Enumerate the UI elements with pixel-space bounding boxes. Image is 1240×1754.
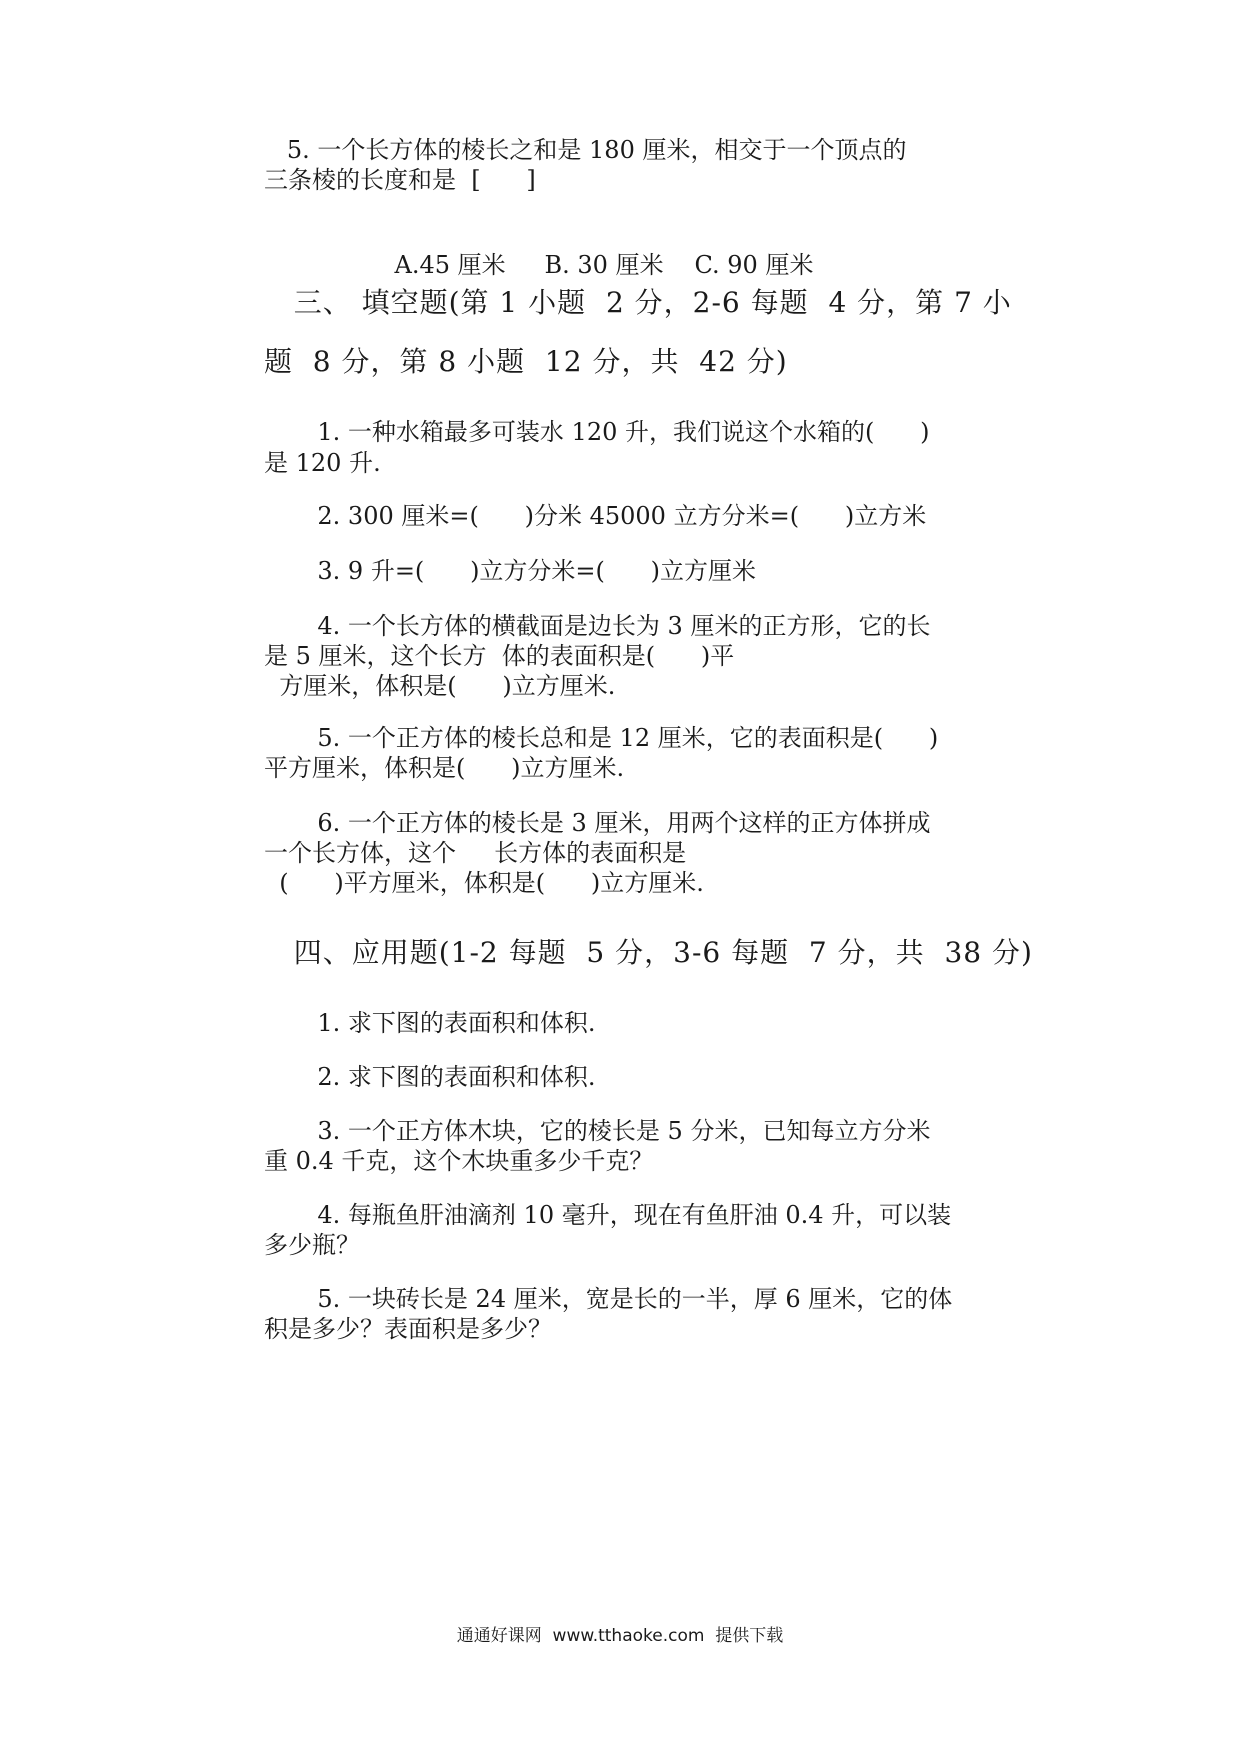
section3-heading-line1: 三、 填空题(第 1 小题 2 分，2-6 每题 4 分，第 7 小 bbox=[264, 286, 1012, 319]
s4-q3-line1: 3. 一个正方体木块，它的棱长是 5 分米，已知每立方分米 bbox=[264, 1117, 931, 1145]
s3-q6-line1: 6. 一个正方体的棱长是 3 厘米，用两个这样的正方体拼成 bbox=[264, 809, 931, 837]
s3-q1-line1: 1. 一种水箱最多可装水 120 升，我们说这个水箱的( ) bbox=[264, 418, 930, 446]
s3-q5-line2: 平方厘米，体积是( )立方厘米. bbox=[264, 754, 625, 782]
s4-q5-line1: 5. 一块砖长是 24 厘米，宽是长的一半，厚 6 厘米，它的体 bbox=[264, 1285, 953, 1313]
s3-q2: 2. 300 厘米=( )分米 45000 立方分米=( )立方米 bbox=[264, 502, 927, 530]
page-footer: 通通好课网 www.tthaoke.com 提供下载 bbox=[456, 1626, 784, 1646]
s4-q4-line1: 4. 每瓶鱼肝油滴剂 10 毫升，现在有鱼肝油 0.4 升，可以装 bbox=[264, 1201, 952, 1229]
option-a: A.45 厘米 bbox=[394, 251, 506, 279]
section3-heading-line2: 题 8 分，第 8 小题 12 分，共 42 分) bbox=[264, 345, 788, 378]
option-c: C. 90 厘米 bbox=[694, 251, 814, 279]
s3-q3: 3. 9 升=( )立方分米=( )立方厘米 bbox=[264, 557, 757, 585]
s3-q4-line1: 4. 一个长方体的横截面是边长为 3 厘米的正方形，它的长 bbox=[264, 612, 931, 640]
s4-q3-line2: 重 0.4 千克，这个木块重多少千克？ bbox=[264, 1147, 654, 1175]
section4-heading: 四、应用题(1-2 每题 5 分，3-6 每题 7 分，共 38 分) bbox=[264, 936, 1033, 969]
s3-q6-line3: ( )平方厘米，体积是( )立方厘米. bbox=[264, 869, 704, 897]
s2-q5-line1: 5. 一个长方体的棱长之和是 180 厘米，相交于一个顶点的 bbox=[264, 136, 907, 164]
s4-q4-line2: 多少瓶？ bbox=[264, 1231, 360, 1259]
s3-q1-line2: 是 120 升. bbox=[264, 449, 381, 477]
option-b: B. 30 厘米 bbox=[544, 251, 664, 279]
s4-q5-line2: 积是多少？表面积是多少？ bbox=[264, 1315, 552, 1343]
s4-q1: 1. 求下图的表面积和体积. bbox=[264, 1009, 596, 1037]
s3-q4-line2: 是 5 厘米，这个长方 体的表面积是( )平 bbox=[264, 642, 735, 670]
s4-q2: 2. 求下图的表面积和体积. bbox=[264, 1063, 596, 1091]
s3-q5-line1: 5. 一个正方体的棱长总和是 12 厘米，它的表面积是( ) bbox=[264, 724, 939, 752]
s3-q4-line3: 方厘米，体积是( )立方厘米. bbox=[264, 672, 616, 700]
s2-q5-line2: 三条棱的长度和是 [ ] bbox=[264, 166, 536, 194]
s3-q6-line2: 一个长方体，这个 长方体的表面积是 bbox=[264, 839, 687, 867]
